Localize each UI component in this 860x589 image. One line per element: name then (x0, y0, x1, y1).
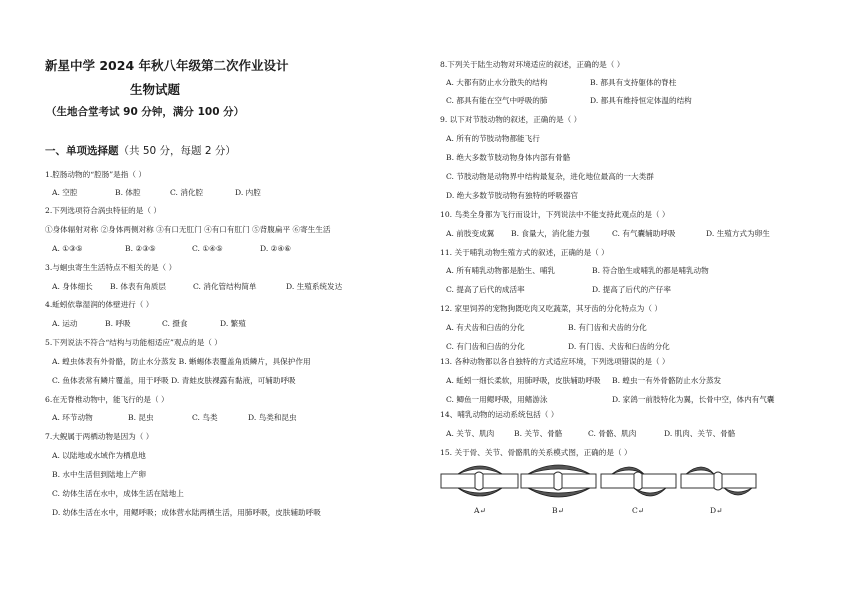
joint-diagram-c (600, 462, 678, 502)
option: C. 鸟类 (192, 413, 218, 422)
option: D. ②④⑥ (260, 244, 292, 253)
question-line: A. 蝗虫体表有外骨骼，防止水分蒸发 B. 蜥蜴体表覆盖角质鳞片，具保护作用 (52, 357, 311, 366)
exam-note: （生地合堂考试 90 分钟，满分 100 分） (46, 106, 245, 118)
option: B. 体表有角质层 (110, 282, 166, 291)
option: B. ②③⑤ (125, 244, 156, 253)
option: A. 空腔 (52, 188, 78, 197)
option: C. 骨骼、肌肉 (588, 429, 637, 438)
question-stem: 3.与蛔虫寄生生活特点不相关的是（ ） (45, 263, 177, 272)
question-line: A. 大都有防止水分散失的结构 (446, 78, 548, 87)
question-line: D. 家鸽一前肢特化为翼，长骨中空，体内有气囊 (612, 395, 775, 404)
option: B. 关节、骨骼 (514, 429, 563, 438)
question-stem: 15. 关于骨、关节、骨骼肌的关系模式图，正确的是（ ） (440, 448, 632, 457)
option: B. 食量大，消化能力强 (511, 229, 590, 238)
question-line: D. 提高了后代的产仔率 (592, 285, 671, 294)
option: D. 繁殖 (220, 319, 246, 328)
question-stem: 13. 各种动物都以各自独特的方式适应环境，下列选项错误的是（ ） (440, 357, 670, 366)
option: A. 前肢变成翼 (446, 229, 495, 238)
option: B. 呼吸 (105, 319, 131, 328)
question-line: D. 绝大多数节肢动物有独特的呼吸器官 (446, 191, 579, 200)
option: D. 肌肉、关节、骨骼 (664, 429, 736, 438)
question-line: C. 有门齿和臼齿的分化 (446, 342, 525, 351)
diagram-label-d: D↵ (710, 506, 723, 515)
option: C. 消化腔 (170, 188, 204, 197)
question-stem: 9. 以下对节肢动物的叙述，正确的是（ ） (440, 115, 582, 124)
section-heading (45, 143, 236, 158)
question-stem: 12. 家里饲养的宠物狗既吃肉又吃蔬菜，其牙齿的分化特点为（ ） (440, 304, 662, 313)
question-line: C. 都具有能在空气中呼吸的肺 (446, 96, 548, 105)
diagram-label-c: C↵ (632, 506, 645, 515)
question-line: A. 蚯蚓一细长柔软，用肺呼吸，皮肤辅助呼吸 (446, 376, 601, 385)
joint-diagram-b (520, 462, 598, 502)
question-line: C. 幼体生活在水中，成体生活在陆地上 (52, 489, 184, 498)
option: D. 内腔 (235, 188, 261, 197)
question-stem: 4.蚯蚓依靠湿润的体壁进行（ ） (45, 300, 154, 309)
question-line: B. 都具有支持躯体的脊柱 (590, 78, 677, 87)
option: D. 生殖系统发达 (286, 282, 343, 291)
diagram-label-b: B↵ (552, 506, 564, 515)
question-stem: 8.下列关于陆生动物对环境适应的叙述，正确的是（ ） (440, 60, 625, 69)
question-stem: 10. 鸟类全身都为飞行而设计，下列说法中不能支持此观点的是（ ） (440, 210, 670, 219)
question-line: B. 水中生活但到陆地上产卵 (52, 470, 146, 479)
joint-diagram-d (680, 462, 758, 502)
section-info: （共 50 分，每题 2 分） (118, 145, 236, 157)
section-title: 一、单项选择题 (45, 145, 119, 157)
question-line: ①身体辐射对称 ②身体两侧对称 ③有口无肛门 ④有口有肛门 ⑤背腹扁平 ⑥寄生生活 (45, 225, 331, 234)
question-stem: 2.下列选项符合涡虫特征的是（ ） (45, 206, 161, 215)
option: A. 运动 (52, 319, 78, 328)
question-line: C. 提高了后代的成活率 (446, 285, 525, 294)
question-line: D. 都具有维持恒定体温的结构 (590, 96, 692, 105)
question-line: A. 以陆地或水域作为栖息地 (52, 451, 146, 460)
question-line: C. 鱼体表常有鳞片覆盖，用于呼吸 D. 青蛙皮肤裸露有黏液，可辅助呼吸 (52, 376, 296, 385)
option: B. 昆虫 (128, 413, 154, 422)
question-line: A. 所有哺乳动物都是胎生、哺乳 (446, 266, 556, 275)
question-stem: 7.大鲵属于两栖动物是因为（ ） (45, 432, 154, 441)
question-stem: 11. 关于哺乳动物生殖方式的叙述，正确的是（ ） (440, 248, 609, 257)
option: A. 身体细长 (52, 282, 93, 291)
option: D. 生殖方式为卵生 (706, 229, 770, 238)
question-line: D. 幼体生活在水中，用鳃呼吸；成体营水陆两栖生活，用肺呼吸，皮肤辅助呼吸 (52, 508, 321, 517)
page-subtitle: 生物试题 (130, 82, 181, 97)
joint-diagram-a (440, 462, 520, 502)
question-line: C. 节肢动物是动物界中结构最复杂，进化地位最高的一大类群 (446, 172, 654, 181)
option: A. 环节动物 (52, 413, 93, 422)
question-line: A. 所有的节肢动物都能飞行 (446, 134, 540, 143)
option: A. ①③⑤ (52, 244, 83, 253)
question-stem: 14、哺乳动物的运动系统包括（ ） (440, 410, 559, 419)
question-line: A. 有犬齿和臼齿的分化 (446, 323, 525, 332)
option: C. 摄食 (162, 319, 188, 328)
option: C. 有气囊辅助呼吸 (612, 229, 676, 238)
question-line: D. 有门齿、犬齿和臼齿的分化 (568, 342, 670, 351)
question-line: B. 有门齿和犬齿的分化 (568, 323, 647, 332)
option: D. 鸟类和昆虫 (248, 413, 297, 422)
question-line: C. 鲫鱼一用鳃呼吸，用鳍游泳 (446, 395, 548, 404)
option: A. 关节、肌肉 (446, 429, 495, 438)
question-line: B. 绝大多数节肢动物身体内部有骨骼 (446, 153, 571, 162)
question-line: B. 蝗虫一有外骨骼防止水分蒸发 (612, 376, 722, 385)
option: C. 消化管结构简单 (193, 282, 257, 291)
option: C. ①④⑤ (192, 244, 223, 253)
option: B. 体腔 (115, 188, 141, 197)
question-stem: 5.下列说法不符合“结构与功能相适应”观点的是（ ） (45, 338, 222, 347)
page-title: 新星中学 2024 年秋八年级第二次作业设计 (45, 58, 289, 73)
question-line: B. 符合胎生或哺乳的都是哺乳动物 (592, 266, 709, 275)
question-stem: 6.在无脊椎动物中，能飞行的是（ ） (45, 395, 169, 404)
diagram-label-a: A↵ (474, 506, 486, 515)
question-stem: 1.腔肠动物的“腔肠”是指（ ） (45, 170, 146, 179)
